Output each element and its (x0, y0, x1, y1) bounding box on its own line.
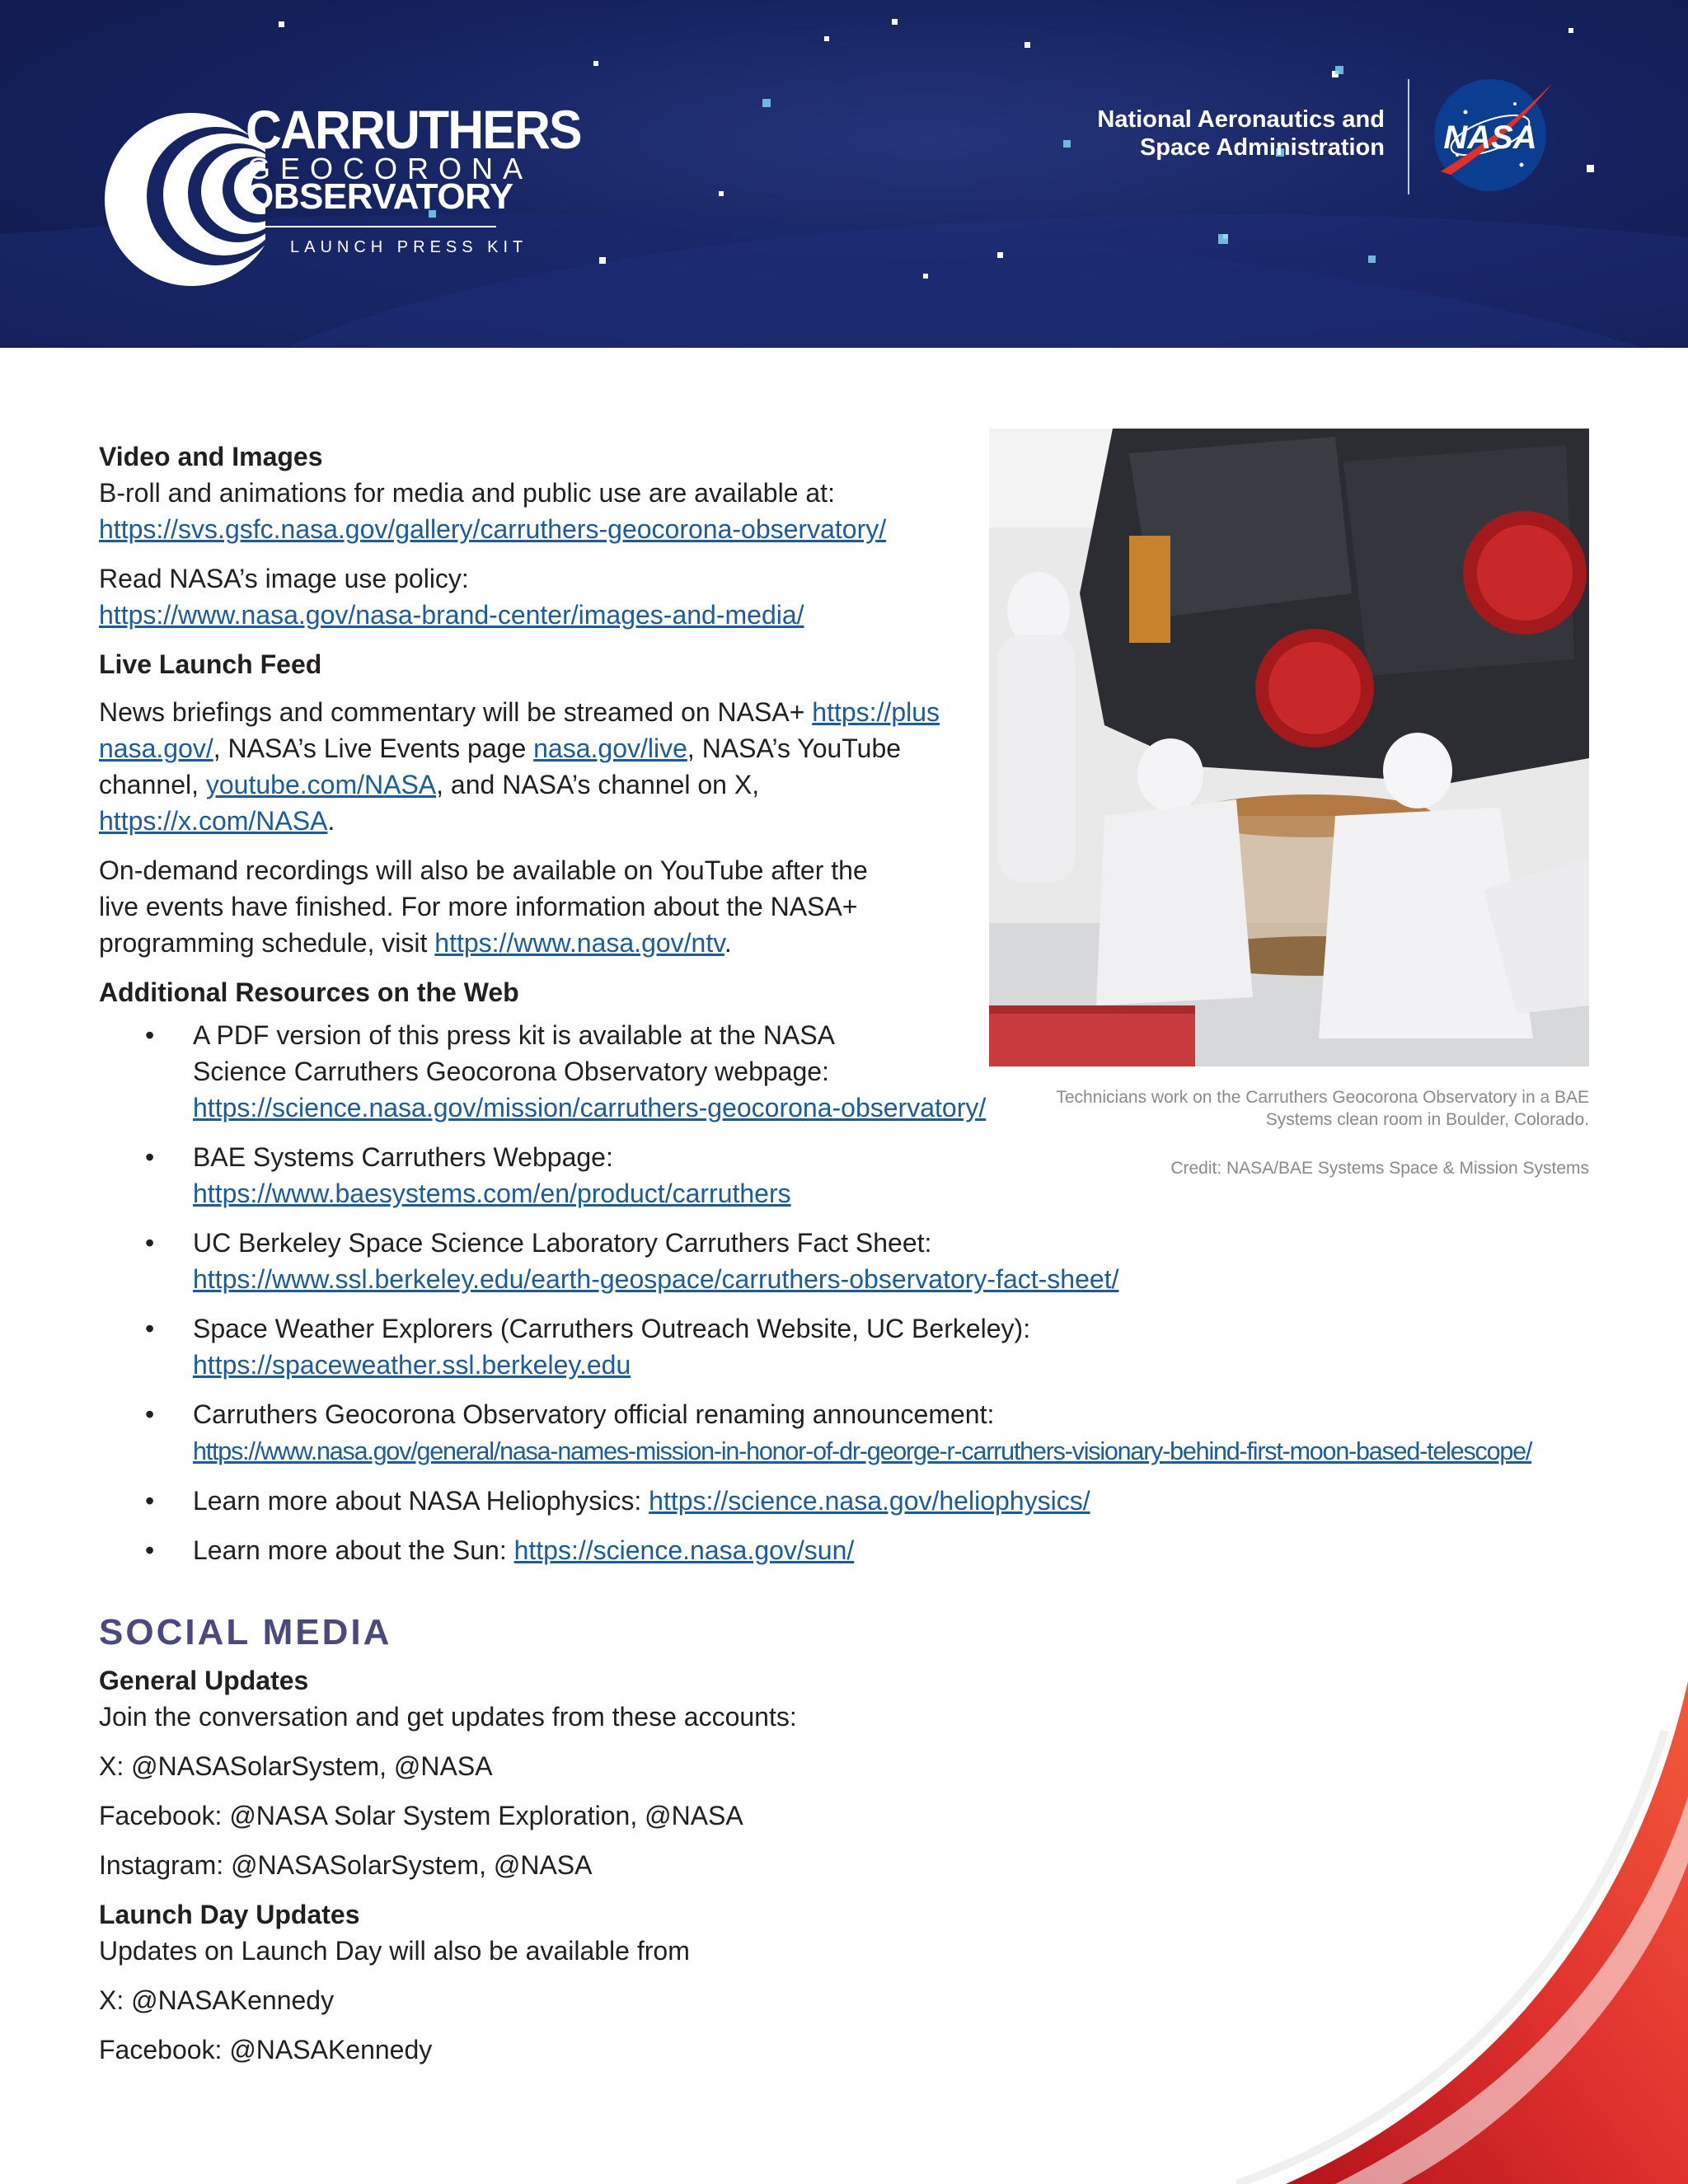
header-banner (0, 0, 1688, 348)
bullet-icon: • (145, 1535, 155, 1565)
section-heading-resources: Additional Resources on the Web (99, 977, 519, 1007)
list-item (99, 1483, 1090, 1519)
resource-link[interactable]: https://spaceweather.ssl.berkeley.edu (193, 1350, 631, 1380)
on-demand-end: . (724, 928, 732, 958)
nasa-live-link[interactable]: nasa.gov/live (533, 733, 687, 763)
resource-text: Learn more about NASA Heliophysics: (193, 1486, 649, 1516)
broll-link[interactable]: https://svs.gsfc.nasa.gov/gallery/carruthers-geocorona-observatory/ (99, 514, 887, 544)
launch-day-intro: Updates on Launch Day will also be available from (99, 1936, 690, 1966)
agency-line-2: Space Administration (1139, 134, 1385, 161)
header-divider (1408, 79, 1409, 194)
logo-kit-label: LAUNCH PRESS KIT (290, 238, 528, 256)
list-item (99, 1310, 1031, 1383)
caption-line-1: Technicians work on the Carruthers Geocorona Observatory in a BAE (1056, 1088, 1589, 1107)
bullet-icon: • (145, 1399, 155, 1429)
agency-name (1030, 105, 1385, 162)
section-heading-video-images: Video and Images (99, 442, 323, 471)
general-x-accounts: X: @NASASolarSystem, @NASA (99, 1751, 493, 1781)
launch-day-heading: Launch Day Updates (99, 1900, 360, 1929)
youtube-link[interactable]: youtube.com/NASA (205, 770, 437, 799)
resource-link[interactable]: https://science.nasa.gov/heliophysics/ (649, 1486, 1090, 1516)
resource-link[interactable]: https://www.nasa.gov/general/nasa-names-mission-in-honor-of-dr-george-r-carruthers-visionary-behind-first-moon-based-telescope/ (193, 1437, 1532, 1465)
resource-link[interactable]: https://science.nasa.gov/sun/ (513, 1535, 855, 1565)
carruthers-rings-icon (101, 99, 265, 288)
resource-link[interactable]: https://science.nasa.gov/mission/carruthers-geocorona-observatory/ (193, 1093, 987, 1122)
nasa-meatball-icon (1432, 73, 1556, 196)
general-instagram-accounts: Instagram: @NASASolarSystem, @NASA (99, 1850, 593, 1880)
bullet-icon: • (145, 1020, 155, 1050)
bullet-icon: • (145, 1486, 155, 1516)
resource-text: BAE Systems Carruthers Webpage: (193, 1142, 613, 1172)
section-heading-live-feed: Live Launch Feed (99, 649, 322, 679)
caption-line-2: Systems clean room in Boulder, Colorado. (1265, 1110, 1589, 1129)
on-demand-paragraph (99, 852, 1014, 961)
live-feed-text-f: . (327, 806, 335, 836)
list-item (99, 1225, 1119, 1297)
live-feed-text-e: , and NASA’s channel on X, (436, 770, 760, 799)
on-demand-line-3: programming schedule, visit (99, 928, 435, 958)
launch-facebook-account: Facebook: @NASAKennedy (99, 2035, 433, 2064)
ntv-link[interactable]: https://www.nasa.gov/ntv (434, 928, 724, 958)
on-demand-line-2: live events have finished. For more information about the NASA+ (99, 892, 858, 921)
resource-text: A PDF version of this press kit is available at the NASA (193, 1020, 835, 1050)
resource-text: Carruthers Geocorona Observatory official renaming announcement: (193, 1399, 995, 1429)
live-feed-paragraph (99, 694, 1014, 839)
broll-text: B-roll and animations for media and public use are available at: (99, 478, 835, 508)
social-media-heading: SOCIAL MEDIA (99, 1612, 392, 1652)
general-updates-heading: General Updates (99, 1666, 309, 1695)
logo-title: CARRUTHERS (246, 99, 581, 160)
spacecraft-photo (989, 429, 1589, 1066)
resource-text: Science Carruthers Geocorona Observatory webpage: (193, 1057, 829, 1086)
nasa-plus-link-part1[interactable]: https://plus (812, 697, 940, 727)
live-feed-text-b: , NASA’s Live Events page (213, 733, 534, 763)
photo-credit: Credit: NASA/BAE Systems Space & Mission Systems (1170, 1159, 1589, 1178)
bullet-icon: • (145, 1142, 155, 1172)
list-item (99, 1532, 1014, 1568)
nasa-logo-text: NASA (1443, 120, 1537, 156)
on-demand-line-1: On-demand recordings will also be available on YouTube after the (99, 855, 868, 885)
live-feed-text-a: News briefings and commentary will be streamed on NASA+ (99, 697, 813, 727)
logo-observatory: OBSERVATORY (246, 176, 513, 217)
general-updates-intro: Join the conversation and get updates from these accounts: (99, 1702, 797, 1732)
policy-text: Read NASA’s image use policy: (99, 564, 469, 593)
resource-text: Space Weather Explorers (Carruthers Outreach Website, UC Berkeley): (193, 1314, 1031, 1343)
general-facebook-accounts: Facebook: @NASA Solar System Exploration, @NASA (99, 1801, 743, 1830)
policy-link[interactable]: https://www.nasa.gov/nasa-brand-center/images-and-media/ (99, 600, 804, 630)
agency-line-1: National Aeronautics and (1097, 106, 1385, 133)
bullet-icon: • (145, 1228, 155, 1258)
bullet-icon: • (145, 1314, 155, 1343)
red-swoosh-decoration (1236, 1648, 1688, 2184)
resource-link[interactable]: https://www.ssl.berkeley.edu/earth-geospace/carruthers-observatory-fact-sheet/ (193, 1264, 1119, 1294)
launch-x-account: X: @NASAKennedy (99, 1985, 335, 2015)
live-feed-text-d: channel, (99, 770, 206, 799)
resource-text: Learn more about the Sun: (193, 1535, 514, 1565)
resource-link[interactable]: https://www.baesystems.com/en/product/carruthers (193, 1179, 791, 1208)
list-item (99, 1139, 1014, 1212)
resource-text: UC Berkeley Space Science Laboratory Carruthers Fact Sheet: (193, 1228, 932, 1258)
logo-divider (247, 226, 496, 227)
logo-subtitle: GEOCORONA (247, 152, 533, 185)
live-feed-text-c: , NASA’s YouTube (687, 733, 902, 763)
x-nasa-link[interactable]: https://x.com/NASA (99, 806, 328, 836)
list-item (99, 1017, 1014, 1126)
photo-caption (1014, 1086, 1589, 1131)
list-item (99, 1396, 1532, 1469)
nasa-plus-link-part2[interactable]: nasa.gov/ (99, 733, 213, 763)
